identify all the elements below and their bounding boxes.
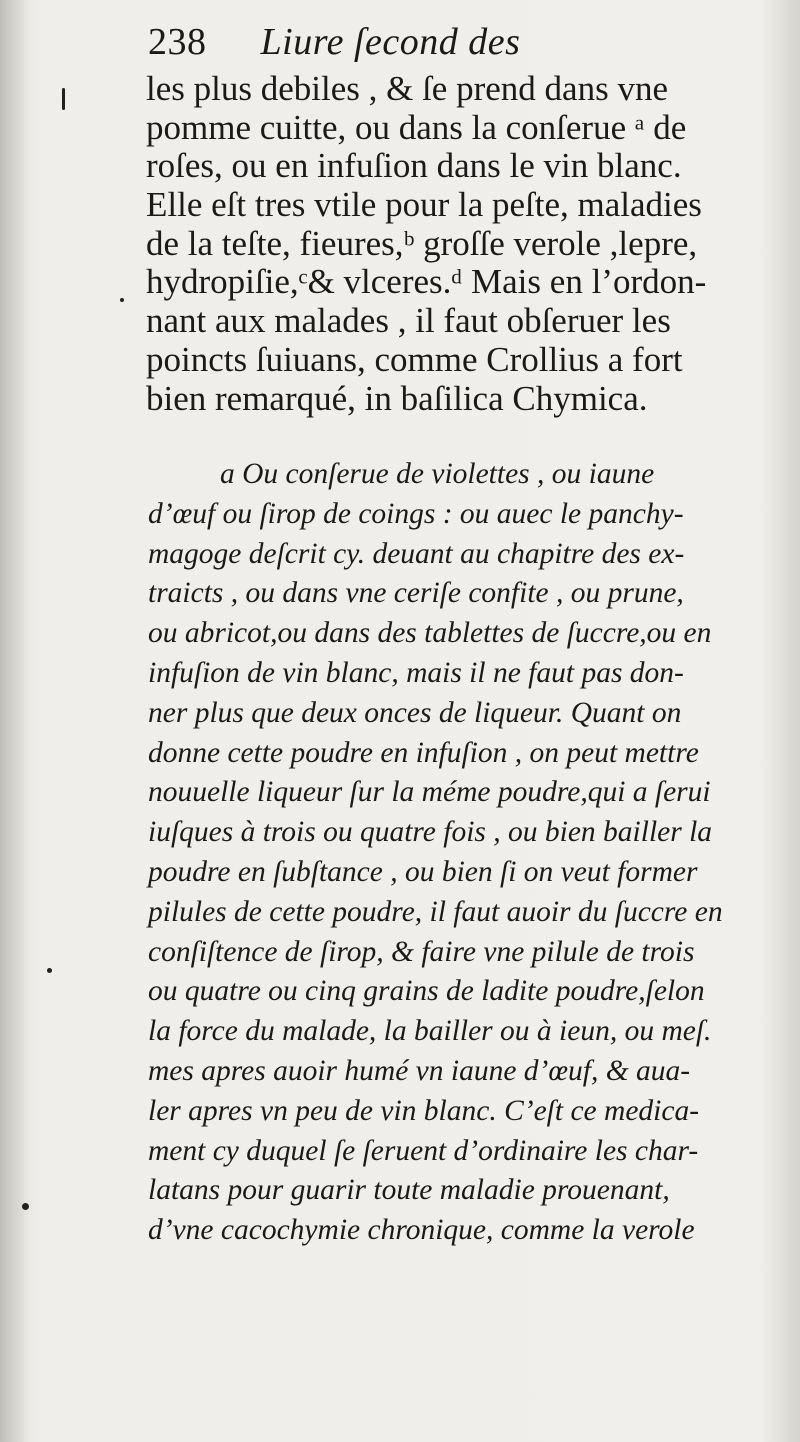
ink-speck (47, 968, 52, 973)
main-text-line: poincts ſuiuans, comme Crollius a fort (146, 339, 683, 379)
ink-speck (62, 88, 65, 110)
main-text-line: hydropiſie,ᶜ& vlceres.ᵈ Mais en l’ordon- (146, 262, 707, 302)
main-text-line: pomme cuitte, ou dans la conſerue ᵃ de (146, 107, 687, 147)
main-text-line: bien remarqué, in baſilica Chymica. (146, 378, 648, 418)
main-text-line: de la teſte, fieures,ᵇ groſſe verole ,lepre, (146, 223, 698, 263)
note-line: conſiſtence de ſirop, & faire vne pilule de trois (148, 935, 695, 968)
note-line: donne cette poudre en infuſion , on peut mettre (148, 736, 699, 769)
running-header (148, 18, 768, 66)
note-line: ou quatre ou cinq grains de ladite poudre,ſelon (148, 975, 705, 1008)
note-line: ner plus que deux onces de liqueur. Quant on (148, 696, 682, 729)
note-line: mes apres auoir humé vn iaune d’œuf, & aua- (148, 1054, 691, 1087)
note-line: ment cy duquel ſe ſeruent d’ordinaire les char- (148, 1134, 699, 1167)
main-text-line: les plus debiles , & ſe prend dans vne (146, 69, 668, 108)
note-line: ler apres vn peu de vin blanc. C’eſt ce medica- (148, 1094, 700, 1127)
note-line: infuſion de vin blanc, mais il ne faut pas don- (148, 656, 684, 689)
ink-speck (120, 298, 124, 302)
note-line: nouuelle liqueur ſur la méme poudre,qui a ſerui (148, 776, 711, 809)
note-line: pilules de cette poudre, il faut auoir du ſuccre en (148, 895, 723, 928)
ink-speck (22, 1203, 29, 1210)
page-number: 238 (148, 21, 207, 63)
note-line: d’vne cacochymie chronique, comme la verole (148, 1214, 695, 1247)
binding-shadow (0, 0, 28, 1442)
note-line: d’œuf ou ſirop de coings : ou auec le panchy- (148, 497, 684, 530)
note-line: traicts , ou dans vne ceriſe confite , ou prune, (148, 577, 684, 610)
note-line: latans pour guarir toute maladie prouenant, (148, 1174, 670, 1207)
main-text-block (146, 70, 762, 418)
main-text-line: nant aux malades , il faut obſeruer les (146, 301, 671, 341)
main-text-line: roſes, ou en infuſion dans le vin blanc. (146, 146, 682, 186)
note-line: iuſques à trois ou quatre fois , ou bien bailler la (148, 816, 713, 849)
note-line: a Ou conſerue de violettes , ou iaune (220, 458, 655, 490)
notes-block (148, 455, 760, 1251)
note-line: magoge deſcrit cy. deuant au chapitre des ex- (148, 537, 685, 570)
note-line: la force du malade, la bailler ou à ieun, ou meſ. (148, 1015, 712, 1048)
running-title: Liure ſecond des (260, 21, 521, 63)
main-text-line: Elle eſt tres vtile pour la peſte, maladies (146, 185, 702, 225)
note-line: ou abricot,ou dans des tablettes de ſuccre,ou en (148, 617, 712, 650)
note-line: poudre en ſubſtance , ou bien ſi on veut former (148, 855, 698, 888)
